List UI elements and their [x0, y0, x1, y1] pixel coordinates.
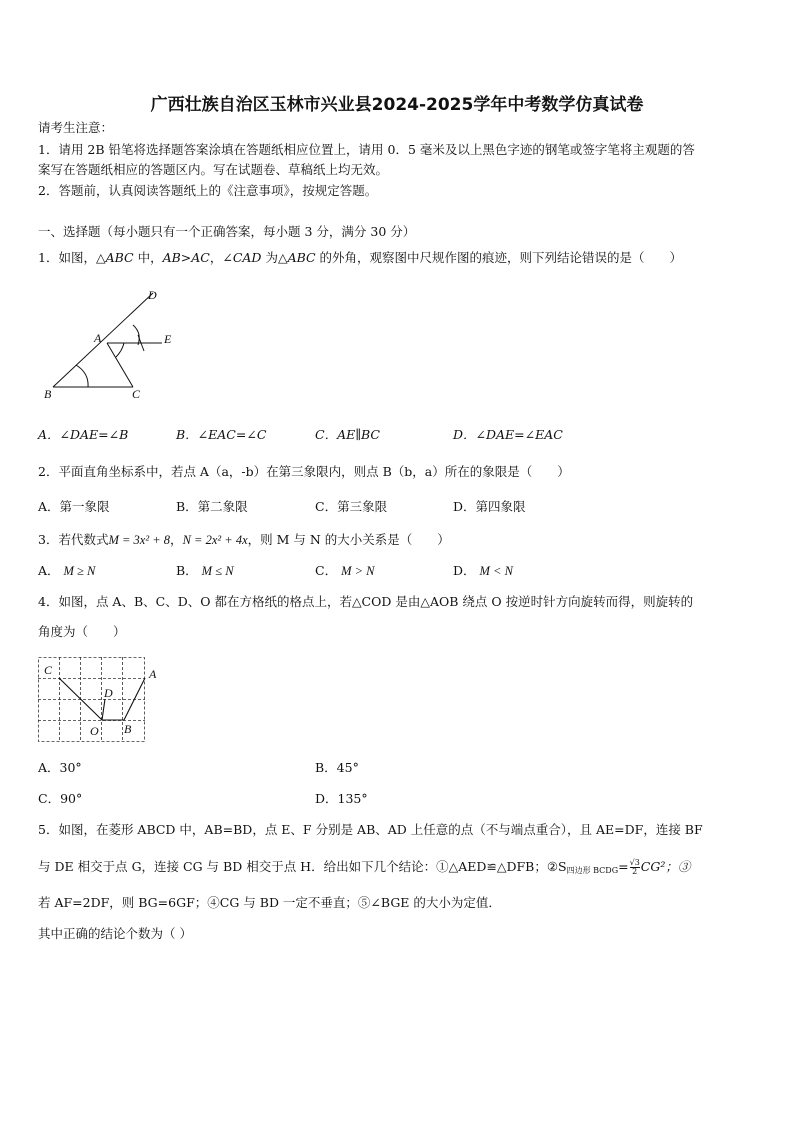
q4-stem-b: 角度为（ ） [38, 624, 126, 639]
q5-line-1: 5．如图，在菱形 ABCD 中，AB=BD，点 E、F 分别是 AB、AD 上任意的点（不与端点重合），且 AE=DF，连接 BF [38, 822, 703, 837]
q5-line-4: 其中正确的结论个数为（ ） [38, 926, 192, 941]
q3-option-b[interactable]: B． M ≤ N [176, 563, 234, 578]
notice-heading: 请考生注意： [38, 120, 114, 135]
q3-m-expression: M = 3x² + 8 [108, 533, 171, 547]
q3-option-a[interactable]: A． M ≥ N [38, 563, 96, 578]
q1-label-a: A [94, 331, 102, 345]
q4-option-d[interactable]: D．135° [315, 791, 368, 806]
q1-label-c: C [132, 387, 141, 401]
q1-stem: 1．如图，△ABC 中，AB>AC，∠CAD 为△ABC 的外角，观察图中尺规作图的痕迹，则下列结论错误的是（ ） [38, 250, 683, 265]
q4-label-d: D [104, 686, 113, 700]
q2-option-b[interactable]: B．第二象限 [176, 499, 248, 514]
q2-option-d[interactable]: D．第四象限 [453, 499, 526, 514]
q2-option-a[interactable]: A．第一象限 [38, 499, 110, 514]
q4-grid-figure [38, 657, 163, 747]
q4-option-c[interactable]: C．90° [38, 791, 83, 806]
q1-option-c[interactable]: C．AE∥BC [315, 427, 380, 442]
q5-line-3: 若 AF=2DF，则 BG=6GF；④CG 与 BD 一定不垂直；⑤∠BGE 的大小为定值． [38, 895, 501, 910]
notice-line-1b: 案写在答题纸相应的答题区内。写在试题卷、草稿纸上均无效。 [38, 162, 389, 177]
q1-label-d: D [148, 288, 157, 302]
q3-stem: 3．若代数式M = 3x² + 8，N = 2x² + 4x，则 M 与 N 的大小关系是（ ） [38, 532, 450, 547]
q4-stem-a: 4．如图，点 A、B、C、D、O 都在方格纸的格点上，若△COD 是由△AOB 绕点 O 按逆时针方向旋转而得，则旋转的 [38, 594, 694, 609]
notice-line-2: 2．答题前，认真阅读答题纸上的《注意事项》，按规定答题。 [38, 183, 378, 198]
q1-option-b[interactable]: B．∠EAC=∠C [176, 427, 267, 442]
q4-label-o: O [90, 724, 99, 738]
q1-label-b: B [44, 387, 52, 401]
q4-option-a[interactable]: A．30° [38, 760, 82, 775]
q3-n-expression: N = 2x² + 4x [182, 533, 248, 547]
q3-option-c[interactable]: C． M > N [315, 563, 375, 578]
q1-option-d[interactable]: D．∠DAE=∠EAC [453, 427, 563, 442]
q3-option-d[interactable]: D． M < N [453, 563, 513, 578]
q1-option-a[interactable]: A．∠DAE=∠B [38, 427, 129, 442]
q1-label-e: E [164, 332, 172, 346]
q4-label-a: A [149, 667, 157, 681]
q1-figure [40, 285, 180, 405]
q4-option-b[interactable]: B．45° [315, 760, 359, 775]
q5-line-2: 与 DE 相交于点 G，连接 CG 与 BD 相交于点 H．给出如下几个结论：①△AED≌△DFB；$②S_{四边形 BCDG}=$ $\frac{√3}{2}$ CG²；③ [38, 858, 691, 876]
page-title: 广西壮族自治区玉林市兴业县2024-2025学年中考数学仿真试卷 [150, 95, 644, 115]
notice-line-1a: 1．请用 2B 铅笔将选择题答案涂填在答题纸相应位置上，请用 0．5 毫米及以上黑色字迹的钢笔或签字笔将主观题的答 [38, 142, 695, 157]
q4-label-b: B [124, 722, 132, 736]
section-heading: 一、选择题（每小题只有一个正确答案，每小题 3 分，满分 30 分） [38, 224, 416, 239]
q2-stem: 2．平面直角坐标系中，若点 A（a，-b）在第三象限内，则点 B（b，a）所在的象限是（ ） [38, 464, 570, 479]
q2-option-c[interactable]: C．第三象限 [315, 499, 388, 514]
q4-label-c: C [44, 663, 53, 677]
